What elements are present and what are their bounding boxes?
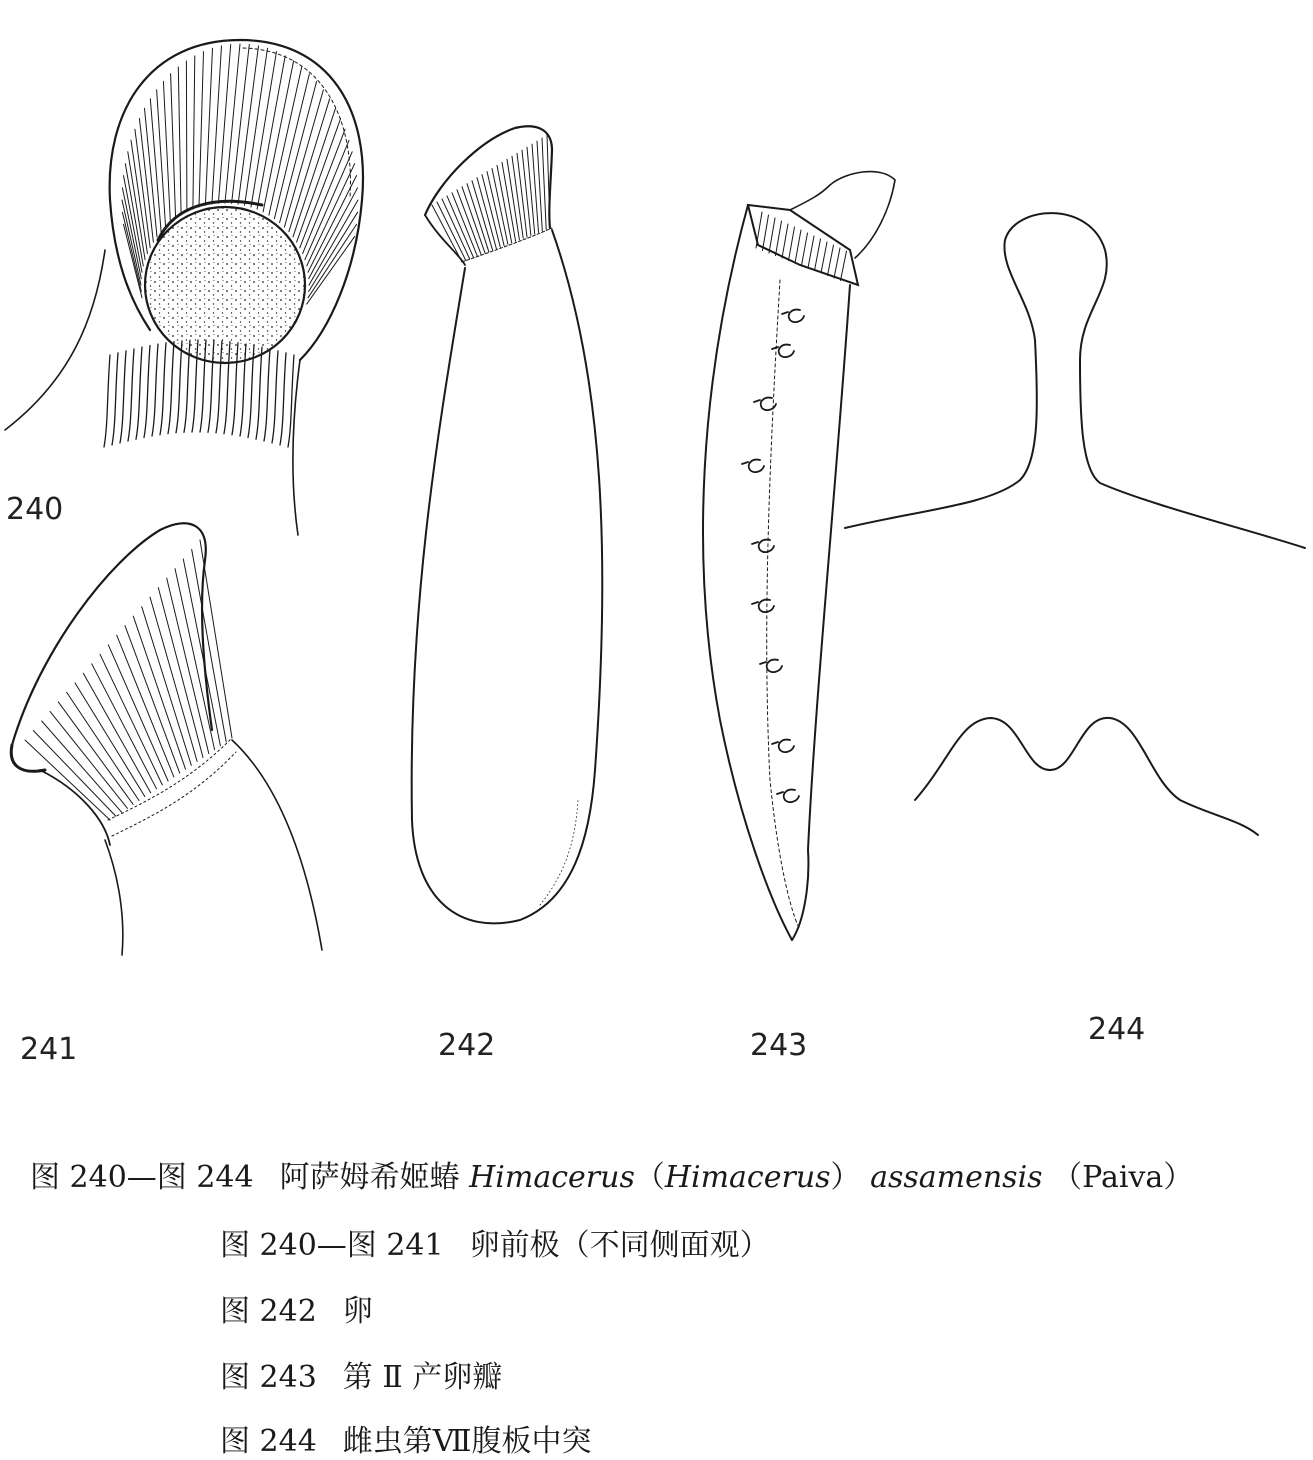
figure-241-egg-anterior-pole-side (11, 523, 322, 955)
figure-label-242: 242 (438, 1028, 496, 1063)
caption-species: assamensis (870, 1160, 1043, 1195)
caption-subgenus-close: ） (830, 1160, 861, 1195)
caption-line-text: 卵前极（不同侧面观） (469, 1228, 770, 1263)
caption-line-text: 卵 (342, 1294, 373, 1329)
figure-label-240: 240 (6, 492, 64, 527)
figure-label-243: 243 (750, 1028, 808, 1063)
caption-line-3 (220, 1352, 502, 1396)
caption-line-text: 雌虫第Ⅶ腹板中突 (342, 1424, 592, 1459)
caption-subgenus: Himacerus (664, 1160, 831, 1195)
caption-line-1 (220, 1220, 770, 1264)
figure-label-241: 241 (20, 1032, 78, 1067)
caption-line-2 (220, 1286, 373, 1330)
caption-line-ref: 图 243 (220, 1360, 317, 1395)
figure-244-seventh-sternite-process (845, 213, 1305, 835)
caption-line-text: 第 Ⅱ 产卵瓣 (342, 1360, 503, 1395)
figure-240-egg-anterior-pole (5, 40, 363, 535)
caption-line-4 (220, 1416, 592, 1460)
caption-main (30, 1152, 1193, 1196)
caption-line-ref: 图 242 (220, 1294, 317, 1329)
figure-242-egg (412, 126, 603, 923)
caption-genus: Himacerus (469, 1160, 635, 1195)
caption-species-cn: 阿萨姆希姬蝽 (279, 1160, 460, 1195)
caption-main-ref: 图 240—图 244 (30, 1160, 254, 1195)
caption-line-ref: 图 240—图 241 (220, 1228, 444, 1263)
caption-line-ref: 图 244 (220, 1424, 317, 1459)
caption-author: （Paiva） (1052, 1160, 1194, 1195)
figure-243-second-valvula (703, 172, 895, 940)
caption-subgenus-open: （ (634, 1160, 665, 1195)
figure-label-244: 244 (1088, 1012, 1146, 1047)
